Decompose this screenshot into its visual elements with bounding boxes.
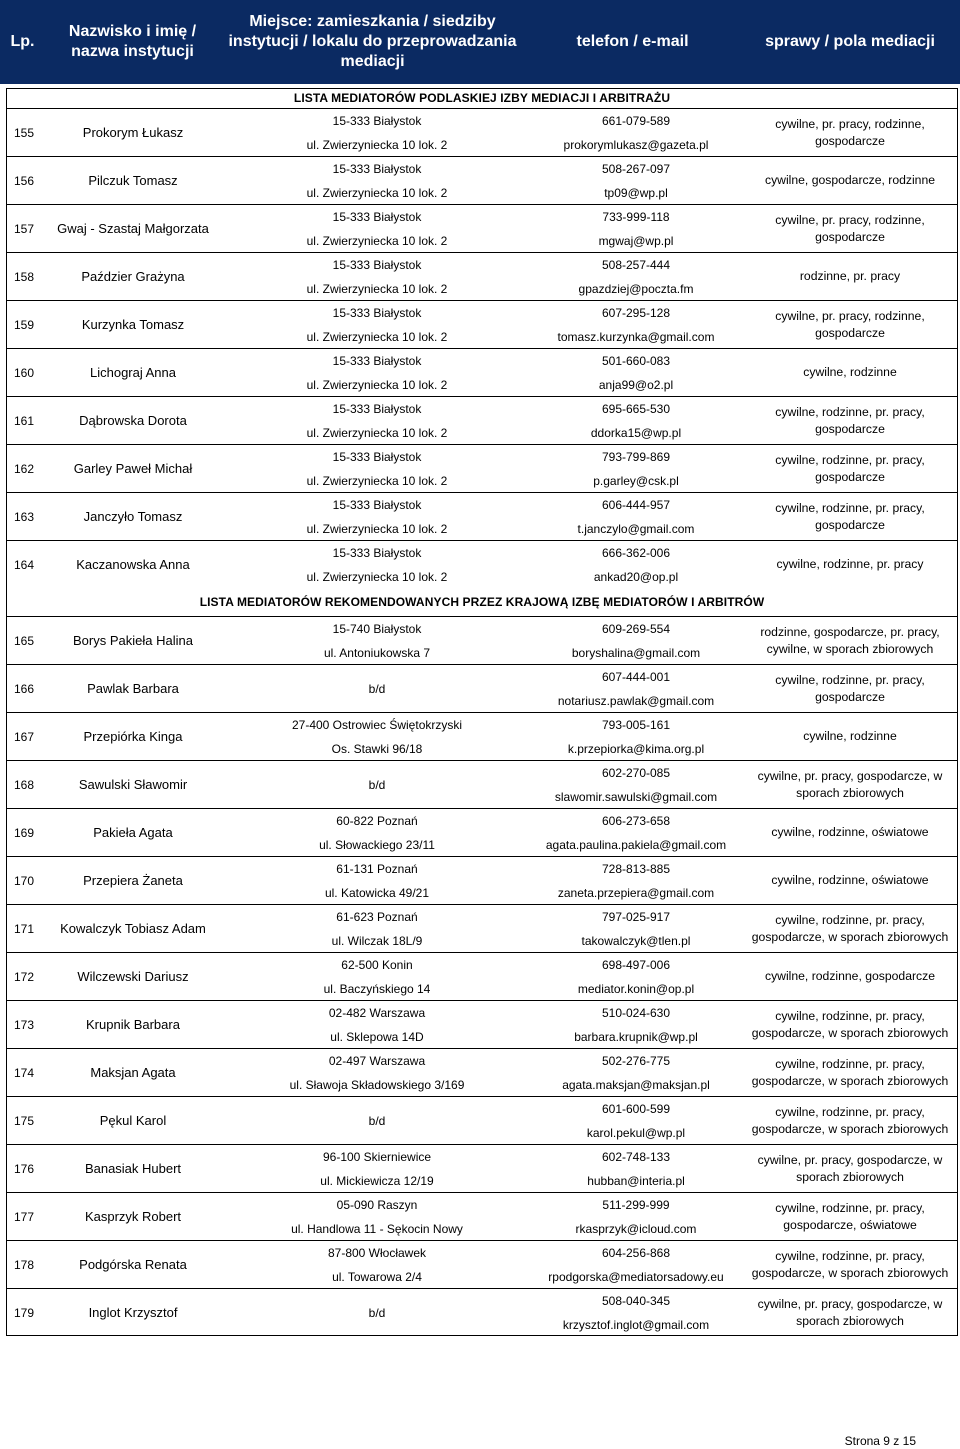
email-link[interactable]: prokorymlukasz@gazeta.pl: [563, 137, 709, 152]
mediation-fields: cywilne, rodzinne, pr. pracy, gospodarcze, w sporach zbiorowych: [751, 1104, 949, 1136]
table-row: [6, 712, 958, 760]
mediation-fields: cywilne, rodzinne, pr. pracy, gospodarcze, w sporach zbiorowych: [751, 1248, 949, 1280]
row-number: 158: [13, 269, 35, 284]
mediation-fields: cywilne, rodzinne, pr. pracy, gospodarcze, w sporach zbiorowych: [751, 1056, 949, 1088]
row-number: 170: [13, 873, 35, 888]
row-number: 173: [13, 1017, 35, 1032]
row-number: 164: [13, 557, 35, 572]
address-city: 15-333 Białystok: [332, 209, 422, 224]
mediation-fields: rodzinne, pr. pracy: [799, 269, 901, 283]
mediator-address: [224, 809, 530, 856]
phone-number: 793-799-869: [601, 449, 671, 464]
table-row: [6, 760, 958, 808]
phone-number: 502-276-775: [601, 1053, 671, 1068]
email-link[interactable]: rkasprzyk@icloud.com: [575, 1221, 697, 1236]
mediator-address: [224, 541, 530, 588]
mediation-fields: cywilne, rodzinne, pr. pracy: [776, 557, 924, 571]
mediator-contact: [530, 905, 742, 952]
row-number: 174: [13, 1065, 35, 1080]
header-place: Miejsce: zamieszkania / siedziby instytucji / lokalu do przeprowadzania mediacji: [228, 13, 517, 70]
table-row: [6, 904, 958, 952]
mediator-contact: [530, 857, 742, 904]
table-row: [6, 1192, 958, 1240]
phone-number: 510-024-630: [601, 1005, 671, 1020]
row-number: 169: [13, 825, 35, 840]
mediator-contact: [530, 1097, 742, 1144]
address-city: 15-740 Białystok: [332, 621, 422, 636]
row-number: 166: [13, 681, 35, 696]
address-street: ul. Zwierzyniecka 10 lok. 2: [306, 137, 448, 152]
address-city: 15-333 Białystok: [332, 401, 422, 416]
table-row: [6, 204, 958, 252]
mediation-fields: cywilne, pr. pracy, gospodarcze, w sporach zbiorowych: [757, 768, 943, 800]
mediator-name: Przepiera Żaneta: [83, 873, 183, 888]
mediator-name: Podgórska Renata: [79, 1257, 187, 1272]
mediation-fields: cywilne, rodzinne: [803, 729, 897, 743]
mediator-address: [224, 953, 530, 1000]
mediation-fields: cywilne, rodzinne, pr. pracy, gospodarcze: [775, 500, 925, 532]
table-row: [6, 616, 958, 664]
mediator-address: [224, 617, 530, 664]
email-link[interactable]: ankad20@op.pl: [593, 569, 679, 584]
address-city: 05-090 Raszyn: [336, 1197, 418, 1212]
address-street: Os. Stawki 96/18: [331, 741, 423, 756]
mediation-fields: cywilne, rodzinne: [803, 365, 897, 379]
address-city: b/d: [368, 1113, 386, 1128]
email-link[interactable]: gpazdziej@poczta.fm: [578, 281, 694, 296]
mediator-contact: [530, 617, 742, 664]
phone-number: 508-040-345: [601, 1293, 671, 1308]
address-city: 60-822 Poznań: [336, 813, 418, 828]
address-street: ul. Antoniukowska 7: [323, 645, 431, 660]
phone-number: 604-256-868: [601, 1245, 671, 1260]
address-city: 15-333 Białystok: [332, 353, 422, 368]
email-link[interactable]: mediator.konin@op.pl: [577, 981, 695, 996]
mediator-name: Dąbrowska Dorota: [79, 413, 187, 428]
mediator-contact: [530, 1241, 742, 1288]
phone-number: 609-269-554: [601, 621, 671, 636]
header-name: Nazwisko i imię / nazwa instytucji: [68, 23, 197, 60]
mediator-name: Maksjan Agata: [90, 1065, 176, 1080]
phone-number: 602-748-133: [601, 1149, 671, 1164]
mediator-name: Paździer Grażyna: [81, 269, 185, 284]
row-number: 165: [13, 633, 35, 648]
mediator-name: Kurzynka Tomasz: [81, 317, 185, 332]
email-link[interactable]: tomasz.kurzynka@gmail.com: [557, 329, 715, 344]
address-street: ul. Zwierzyniecka 10 lok. 2: [306, 329, 448, 344]
address-city: b/d: [368, 681, 386, 696]
row-number: 156: [13, 173, 35, 188]
mediation-fields: rodzinne, gospodarcze, pr. pracy, cywilne, w sporach zbiorowych: [760, 624, 940, 656]
phone-number: 606-273-658: [601, 813, 671, 828]
mediator-contact: [530, 541, 742, 588]
mediator-contact: [530, 713, 742, 760]
mediator-contact: [530, 109, 742, 156]
address-street: ul. Wilczak 18L/9: [331, 933, 423, 948]
mediator-contact: [530, 1001, 742, 1048]
phone-number: 501-660-083: [601, 353, 671, 368]
address-street: ul. Zwierzyniecka 10 lok. 2: [306, 281, 448, 296]
mediator-name: Borys Pakieła Halina: [73, 633, 193, 648]
address-city: 02-482 Warszawa: [328, 1005, 426, 1020]
mediator-name: Wilczewski Dariusz: [77, 969, 189, 984]
mediator-contact: [530, 1145, 742, 1192]
mediator-address: [224, 301, 530, 348]
mediator-name: Przepiórka Kinga: [83, 729, 183, 744]
address-city: 15-333 Białystok: [332, 545, 422, 560]
page-number: Strona 9 z 15: [844, 1434, 916, 1448]
address-street: ul. Zwierzyniecka 10 lok. 2: [306, 233, 448, 248]
address-street: ul. Zwierzyniecka 10 lok. 2: [306, 185, 448, 200]
table-row: [6, 300, 958, 348]
table-row: [6, 1096, 958, 1144]
mediation-fields: cywilne, rodzinne, oświatowe: [771, 873, 929, 887]
mediator-contact: [530, 1193, 742, 1240]
row-number: 161: [13, 413, 35, 428]
mediator-name: Gwaj - Szastaj Małgorzata: [57, 221, 209, 236]
table-row: [6, 396, 958, 444]
email-link[interactable]: boryshalina@gmail.com: [571, 645, 701, 660]
table-row: [6, 540, 958, 588]
address-street: ul. Katowicka 49/21: [324, 885, 430, 900]
table-row: [6, 108, 958, 156]
row-number: 162: [13, 461, 35, 476]
address-city: 15-333 Białystok: [332, 497, 422, 512]
mediator-address: [224, 1289, 530, 1336]
header-contact: telefon / e-mail: [576, 33, 689, 50]
mediator-name: Krupnik Barbara: [86, 1017, 180, 1032]
email-link[interactable]: mgwaj@wp.pl: [598, 233, 674, 248]
row-number: 179: [13, 1305, 35, 1320]
address-street: ul. Towarowa 2/4: [332, 1269, 422, 1284]
address-city: 27-400 Ostrowiec Świętokrzyski: [291, 717, 463, 732]
mediator-name: Pakieła Agata: [93, 825, 173, 840]
address-city: 15-333 Białystok: [332, 449, 422, 464]
mediator-address: [224, 349, 530, 396]
email-link[interactable]: tp09@wp.pl: [604, 185, 668, 200]
email-link[interactable]: t.janczylo@gmail.com: [577, 521, 695, 536]
phone-number: 508-257-444: [601, 257, 671, 272]
address-street: ul. Baczyńskiego 14: [323, 981, 431, 996]
mediator-contact: [530, 1049, 742, 1096]
mediator-address: [224, 1049, 530, 1096]
table-row: [6, 348, 958, 396]
mediator-address: [224, 1193, 530, 1240]
phone-number: 508-267-097: [601, 161, 671, 176]
mediator-name: Prokorym Łukasz: [82, 125, 184, 140]
phone-number: 511-299-999: [602, 1197, 670, 1212]
address-street: ul. Zwierzyniecka 10 lok. 2: [306, 425, 448, 440]
phone-number: 797-025-917: [601, 909, 671, 924]
mediator-address: [224, 857, 530, 904]
table-header: [0, 0, 960, 84]
mediator-contact: [530, 253, 742, 300]
address-city: 96-100 Skierniewice: [322, 1149, 432, 1164]
mediator-address: [224, 493, 530, 540]
email-link[interactable]: agata.maksjan@maksjan.pl: [562, 1077, 710, 1092]
address-street: ul. Sławoja Składowskiego 3/169: [289, 1077, 465, 1092]
row-number: 175: [13, 1113, 35, 1128]
mediator-contact: [530, 761, 742, 808]
row-number: 168: [13, 777, 35, 792]
email-link[interactable]: p.garley@csk.pl: [593, 473, 679, 488]
address-city: 15-333 Białystok: [332, 257, 422, 272]
phone-number: 698-497-006: [601, 957, 671, 972]
mediator-address: [224, 109, 530, 156]
table-row: [6, 856, 958, 904]
phone-number: 666-362-006: [601, 545, 671, 560]
email-link[interactable]: zaneta.przepiera@gmail.com: [557, 885, 715, 900]
table-row: [6, 664, 958, 712]
table-row: [6, 952, 958, 1000]
row-number: 163: [13, 509, 35, 524]
email-link[interactable]: karol.pekul@wp.pl: [586, 1125, 686, 1140]
phone-number: 602-270-085: [601, 765, 671, 780]
address-street: ul. Słowackiego 23/11: [319, 837, 435, 852]
mediator-contact: [530, 205, 742, 252]
row-number: 167: [13, 729, 35, 744]
mediation-fields: cywilne, pr. pracy, rodzinne, gospodarcze: [775, 116, 925, 148]
table-row: [6, 1288, 958, 1336]
row-number: 159: [13, 317, 35, 332]
phone-number: 606-444-957: [601, 497, 671, 512]
mediator-contact: [530, 301, 742, 348]
mediation-fields: cywilne, pr. pracy, rodzinne, gospodarcze: [775, 212, 925, 244]
mediation-fields: cywilne, rodzinne, pr. pracy, gospodarcze, oświatowe: [775, 1200, 925, 1232]
row-number: 157: [13, 221, 35, 236]
mediator-contact: [530, 665, 742, 712]
address-city: b/d: [368, 1305, 386, 1320]
header-lp: Lp.: [10, 33, 35, 50]
phone-number: 661-079-589: [601, 113, 671, 128]
mediator-name: Inglot Krzysztof: [88, 1305, 178, 1320]
email-link[interactable]: rpodgorska@mediatorsadowy.eu: [548, 1269, 724, 1284]
address-street: ul. Zwierzyniecka 10 lok. 2: [306, 569, 448, 584]
mediator-address: [224, 1001, 530, 1048]
email-link[interactable]: k.przepiorka@kima.org.pl: [567, 741, 705, 756]
mediator-contact: [530, 493, 742, 540]
mediator-contact: [530, 953, 742, 1000]
phone-number: 793-005-161: [601, 717, 671, 732]
phone-number: 607-444-001: [601, 669, 671, 684]
mediator-address: [224, 713, 530, 760]
address-street: ul. Zwierzyniecka 10 lok. 2: [306, 473, 448, 488]
mediation-fields: cywilne, pr. pracy, gospodarcze, w sporach zbiorowych: [757, 1152, 943, 1184]
row-number: 177: [13, 1209, 35, 1224]
address-city: 15-333 Białystok: [332, 161, 422, 176]
mediator-address: [224, 905, 530, 952]
email-link[interactable]: agata.paulina.pakiela@gmail.com: [545, 837, 727, 852]
mediator-name: Kowalczyk Tobiasz Adam: [60, 921, 206, 936]
row-number: 171: [13, 921, 35, 936]
address-street: ul. Mickiewicza 12/19: [320, 1173, 434, 1188]
mediation-fields: cywilne, pr. pracy, gospodarcze, w sporach zbiorowych: [757, 1296, 943, 1328]
table-row: [6, 492, 958, 540]
mediation-fields: cywilne, rodzinne, pr. pracy, gospodarcze: [775, 452, 925, 484]
mediator-contact: [530, 1289, 742, 1336]
mediation-fields: cywilne, rodzinne, pr. pracy, gospodarcze: [775, 404, 925, 436]
email-link[interactable]: anja99@o2.pl: [598, 377, 674, 392]
mediator-name: Pawlak Barbara: [87, 681, 179, 696]
mediator-address: [224, 157, 530, 204]
address-city: 02-497 Warszawa: [328, 1053, 426, 1068]
email-link[interactable]: barbara.krupnik@wp.pl: [574, 1029, 698, 1044]
email-link[interactable]: ddorka15@wp.pl: [590, 425, 682, 440]
address-city: b/d: [368, 777, 386, 792]
mediator-address: [224, 1241, 530, 1288]
mediation-fields: cywilne, rodzinne, pr. pracy, gospodarcze, w sporach zbiorowych: [751, 912, 949, 944]
mediation-fields: cywilne, rodzinne, pr. pracy, gospodarcze: [775, 672, 925, 704]
mediator-name: Lichograj Anna: [89, 365, 176, 380]
table-row: [6, 156, 958, 204]
mediator-name: Garley Paweł Michał: [73, 461, 193, 476]
address-street: ul. Zwierzyniecka 10 lok. 2: [306, 377, 448, 392]
email-link[interactable]: krzysztof.inglot@gmail.com: [562, 1317, 710, 1332]
phone-number: 607-295-128: [601, 305, 671, 320]
table-row: [6, 1240, 958, 1288]
mediator-name: Janczyło Tomasz: [83, 509, 183, 524]
email-link[interactable]: hubban@interia.pl: [587, 1173, 685, 1188]
address-city: 15-333 Białystok: [332, 305, 422, 320]
mediator-name: Pękul Karol: [99, 1113, 167, 1128]
row-number: 172: [13, 969, 35, 984]
mediator-address: [224, 1097, 530, 1144]
mediation-fields: cywilne, rodzinne, pr. pracy, gospodarcze, w sporach zbiorowych: [751, 1008, 949, 1040]
mediator-contact: [530, 157, 742, 204]
section-title-kim: LISTA MEDIATORÓW REKOMENDOWANYCH PRZEZ KRAJOWĄ IZBĘ MEDIATORÓW I ARBITRÓW: [199, 595, 765, 609]
mediation-fields: cywilne, rodzinne, oświatowe: [771, 825, 929, 839]
mediator-contact: [530, 349, 742, 396]
email-link[interactable]: takowalczyk@tlen.pl: [581, 933, 691, 948]
row-number: 178: [13, 1257, 35, 1272]
mediator-address: [224, 665, 530, 712]
mediator-name: Pilczuk Tomasz: [88, 173, 178, 188]
mediator-address: [224, 253, 530, 300]
address-city: 15-333 Białystok: [332, 113, 422, 128]
mediator-name: Kaczanowska Anna: [76, 557, 190, 572]
table-row: [6, 1144, 958, 1192]
mediator-address: [224, 205, 530, 252]
address-city: 87-800 Włocławek: [327, 1245, 427, 1260]
row-number: 160: [13, 365, 35, 380]
table-row: [6, 444, 958, 492]
address-street: ul. Handlowa 11 - Sękocin Nowy: [291, 1221, 463, 1236]
phone-number: 601-600-599: [601, 1101, 671, 1116]
mediator-contact: [530, 397, 742, 444]
mediator-name: Banasiak Hubert: [84, 1161, 182, 1176]
table-row: [6, 1048, 958, 1096]
mediation-fields: cywilne, gospodarcze, rodzinne: [764, 173, 936, 187]
mediation-fields: cywilne, pr. pracy, rodzinne, gospodarcze: [775, 308, 925, 340]
mediator-contact: [530, 809, 742, 856]
table-row: [6, 1000, 958, 1048]
address-city: 62-500 Konin: [341, 957, 413, 972]
phone-number: 733-999-118: [602, 209, 670, 224]
address-street: ul. Zwierzyniecka 10 lok. 2: [306, 521, 448, 536]
email-link[interactable]: slawomir.sawulski@gmail.com: [554, 789, 718, 804]
mediation-fields: cywilne, rodzinne, gospodarcze: [764, 969, 936, 983]
address-city: 61-623 Poznań: [336, 909, 418, 924]
mediator-address: [224, 397, 530, 444]
address-city: 61-131 Poznań: [336, 861, 418, 876]
mediator-contact: [530, 445, 742, 492]
header-cases: sprawy / pola mediacji: [765, 33, 935, 50]
mediator-name: Sawulski Sławomir: [78, 777, 188, 792]
section-title-podlaska: LISTA MEDIATORÓW PODLASKIEJ IZBY MEDIACJI I ARBITRAŻU: [293, 91, 671, 105]
row-number: 155: [13, 125, 35, 140]
address-street: ul. Sklepowa 14D: [330, 1029, 424, 1044]
mediator-address: [224, 761, 530, 808]
phone-number: 695-665-530: [601, 401, 671, 416]
mediator-address: [224, 1145, 530, 1192]
table-row: [6, 808, 958, 856]
mediator-address: [224, 445, 530, 492]
email-link[interactable]: notariusz.pawlak@gmail.com: [557, 693, 715, 708]
phone-number: 728-813-885: [601, 861, 671, 876]
row-number: 176: [13, 1161, 35, 1176]
table-row: [6, 252, 958, 300]
mediator-name: Kasprzyk Robert: [84, 1209, 182, 1224]
